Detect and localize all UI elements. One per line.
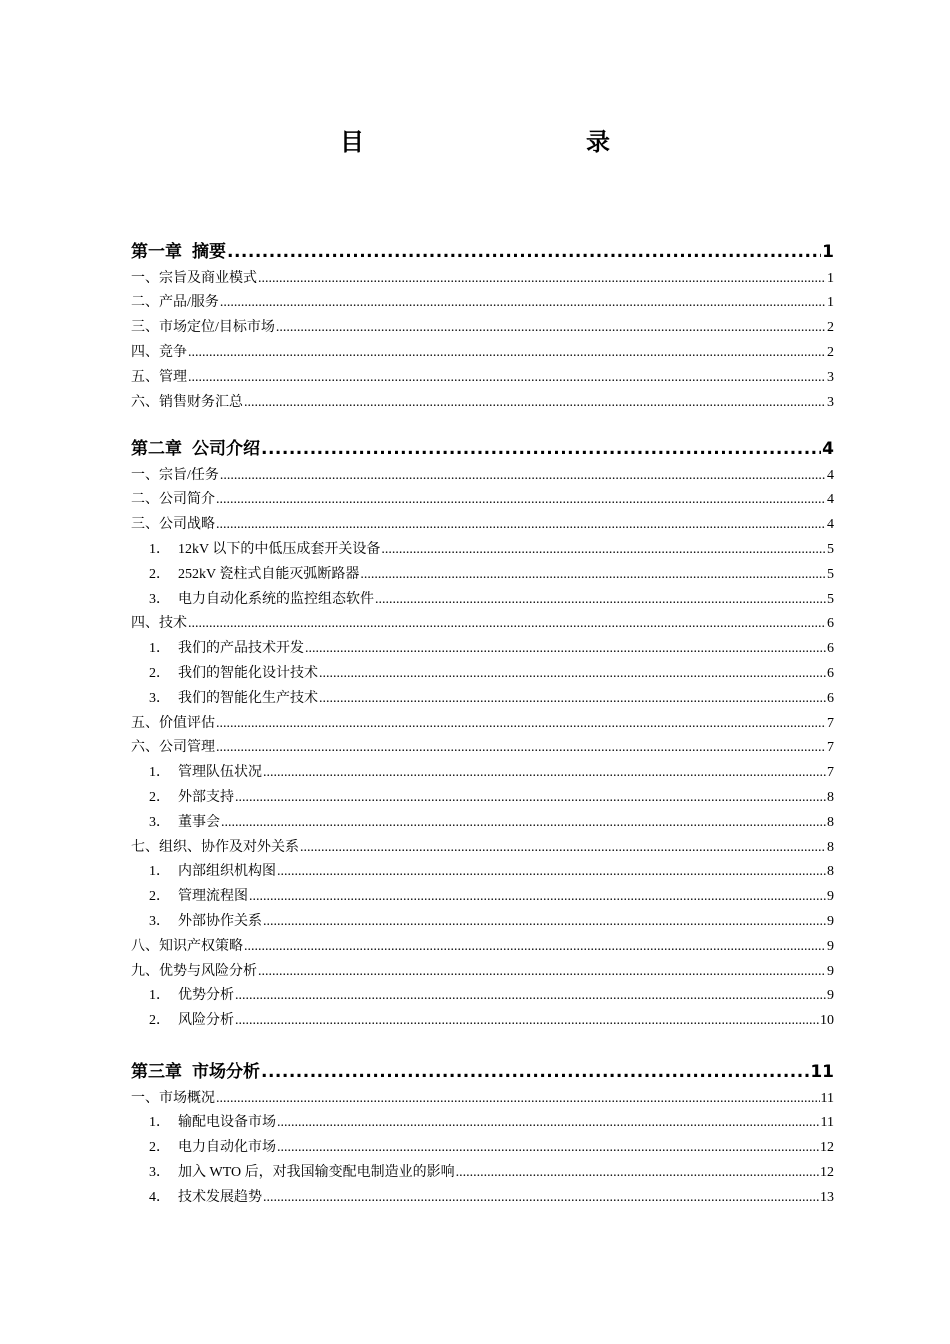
page-number: 13 <box>820 1189 834 1205</box>
dot-leader <box>319 666 826 682</box>
entry-text: 电力自动化市场 <box>178 1140 276 1156</box>
page-number: 8 <box>827 789 834 805</box>
entry-number: 3． <box>149 591 170 607</box>
entry-label <box>149 860 276 880</box>
dot-leader <box>220 295 826 311</box>
toc-section[interactable] <box>131 361 834 386</box>
chapter-number: 第二章 <box>131 438 182 459</box>
dot-leader <box>360 567 826 583</box>
entry-label <box>149 761 262 781</box>
chapter-label <box>131 434 260 459</box>
toc-section[interactable] <box>131 608 834 633</box>
dot-leader <box>235 1013 819 1029</box>
toc-chapter-heading[interactable] <box>131 1057 834 1082</box>
entry-text: 我们的智能化设计技术 <box>178 665 318 681</box>
entry-text: 一、宗旨/任务 <box>131 467 219 483</box>
entry-label <box>149 662 318 682</box>
entry-label <box>131 267 257 287</box>
entry-label <box>131 391 243 411</box>
page-number: 6 <box>827 616 834 632</box>
toc-subsection[interactable] <box>131 980 834 1005</box>
toc-section[interactable] <box>131 287 834 312</box>
toc-subsection[interactable] <box>131 905 834 930</box>
toc-subsection[interactable] <box>131 533 834 558</box>
chapter-number: 第三章 <box>131 1061 182 1082</box>
page-number: 9 <box>827 913 834 929</box>
page-number: 4 <box>827 492 834 508</box>
page-number: 9 <box>827 988 834 1004</box>
page-number: 11 <box>820 1090 834 1106</box>
entry-label <box>149 1161 455 1181</box>
dot-leader <box>300 840 826 856</box>
entry-text: 内部组织机构图 <box>178 864 276 880</box>
page-number: 3 <box>827 369 834 385</box>
entry-text: 加入 WTO 后，对我国输变配电制造业的影响 <box>178 1164 455 1180</box>
entry-number: 1． <box>149 988 170 1004</box>
toc-subsection[interactable] <box>131 1004 834 1029</box>
toc-subsection[interactable] <box>131 1156 834 1181</box>
entry-text: 二、产品/服务 <box>131 295 219 311</box>
dot-leader <box>263 765 826 781</box>
dot-leader <box>188 345 826 361</box>
chapter-label <box>131 1057 260 1082</box>
page-number: 5 <box>827 591 834 607</box>
entry-number: 4． <box>149 1189 170 1205</box>
dot-leader <box>258 271 826 287</box>
toc-subsection[interactable] <box>131 1107 834 1132</box>
entry-label <box>149 1009 234 1029</box>
toc-subsection[interactable] <box>131 558 834 583</box>
entry-text: 四、竞争 <box>131 344 187 360</box>
entry-text: 输配电设备市场 <box>178 1115 276 1131</box>
entry-text: 四、技术 <box>131 616 187 632</box>
page-number: 1 <box>822 241 834 262</box>
entry-label <box>131 366 187 386</box>
entry-label <box>149 885 248 905</box>
toc-subsection[interactable] <box>131 657 834 682</box>
dot-leader <box>249 889 826 905</box>
entry-label <box>149 910 262 930</box>
entry-number: 1． <box>149 1115 170 1131</box>
page-number: 6 <box>827 690 834 706</box>
entry-label <box>131 1087 215 1107</box>
toc-subsection[interactable] <box>131 682 834 707</box>
toc-section[interactable] <box>131 955 834 980</box>
entry-label <box>149 637 304 657</box>
dot-leader <box>216 1091 820 1107</box>
toc-subsection[interactable] <box>131 806 834 831</box>
page-number: 10 <box>820 1013 834 1029</box>
entry-number: 1． <box>149 765 170 781</box>
dot-leader <box>305 641 826 657</box>
page-number: 12 <box>820 1140 834 1156</box>
dot-leader <box>263 914 826 930</box>
entry-text: 管理流程图 <box>178 889 248 905</box>
entry-label <box>149 687 318 707</box>
page-number: 7 <box>827 715 834 731</box>
toc-subsection[interactable] <box>131 756 834 781</box>
dot-leader <box>221 815 826 831</box>
entry-text: 我们的智能化生产技术 <box>178 690 318 706</box>
page-number: 3 <box>827 394 834 410</box>
entry-label <box>149 538 380 558</box>
entry-text: 五、管理 <box>131 369 187 385</box>
entry-number: 3． <box>149 814 170 830</box>
dot-leader <box>258 964 826 980</box>
page-number: 8 <box>827 814 834 830</box>
page-number: 9 <box>827 938 834 954</box>
entry-text: 三、市场定位/目标市场 <box>131 320 275 336</box>
entry-label <box>131 960 257 980</box>
toc-section[interactable] <box>131 732 834 757</box>
entry-label <box>149 1136 276 1156</box>
toc-section[interactable] <box>131 336 834 361</box>
dot-leader <box>235 988 826 1004</box>
toc-subsection[interactable] <box>131 632 834 657</box>
entry-text: 六、销售财务汇总 <box>131 394 243 410</box>
chapter-number: 第一章 <box>131 241 182 262</box>
toc-chapter-heading[interactable] <box>131 237 834 262</box>
entry-text: 九、优势与风险分析 <box>131 963 257 979</box>
entry-label <box>149 786 234 806</box>
toc-subsection[interactable] <box>131 781 834 806</box>
toc-chapter-3 <box>131 1057 834 1206</box>
dot-leader <box>216 740 826 756</box>
page-number: 4 <box>827 517 834 533</box>
dot-leader <box>188 370 826 386</box>
entry-label <box>149 588 374 608</box>
entry-number: 2． <box>149 665 170 681</box>
entry-label <box>131 736 215 756</box>
toc-section[interactable] <box>131 508 834 533</box>
dot-leader <box>216 517 826 533</box>
toc-chapter-1 <box>131 237 834 411</box>
entry-number: 1． <box>149 864 170 880</box>
entry-text: 二、公司简介 <box>131 492 215 508</box>
page-number: 8 <box>827 864 834 880</box>
entry-text: 一、宗旨及商业模式 <box>131 270 257 286</box>
entry-label <box>149 563 359 583</box>
toc-subsection[interactable] <box>131 583 834 608</box>
toc-subsection[interactable] <box>131 856 834 881</box>
entry-number: 2． <box>149 1013 170 1029</box>
dot-leader <box>277 1140 819 1156</box>
page-number: 5 <box>827 541 834 557</box>
entry-label <box>131 712 215 732</box>
toc-subsection[interactable] <box>131 1181 834 1206</box>
page-title: 目 录 <box>340 128 668 156</box>
toc-section[interactable] <box>131 311 834 336</box>
dot-leader <box>220 468 826 484</box>
page-number: 11 <box>810 1061 834 1082</box>
toc-section[interactable] <box>131 1082 834 1107</box>
page-number: 9 <box>827 889 834 905</box>
entry-label <box>131 341 187 361</box>
toc-subsection[interactable] <box>131 880 834 905</box>
dot-leader <box>277 864 826 880</box>
page-number: 7 <box>827 740 834 756</box>
dot-leader <box>244 395 826 411</box>
toc-subsection[interactable] <box>131 1131 834 1156</box>
entry-text: 技术发展趋势 <box>178 1189 262 1205</box>
entry-number: 1． <box>149 641 170 657</box>
dot-leader <box>375 592 826 608</box>
dot-leader <box>216 716 826 732</box>
entry-text: 电力自动化系统的监控组态软件 <box>178 591 374 607</box>
page-number: 8 <box>827 839 834 855</box>
entry-text: 252kV 瓷柱式自能灭弧断路器 <box>178 566 360 582</box>
entry-text: 我们的产品技术开发 <box>178 641 304 657</box>
page-number: 4 <box>827 467 834 483</box>
page-number: 2 <box>827 344 834 360</box>
toc-section[interactable] <box>131 707 834 732</box>
page-number: 6 <box>827 641 834 657</box>
entry-text: 一、市场概况 <box>131 1090 215 1106</box>
entry-text: 风险分析 <box>178 1013 234 1029</box>
chapter-title: 市场分析 <box>192 1061 260 1082</box>
entry-number: 1． <box>149 541 170 557</box>
entry-label <box>131 513 215 533</box>
entry-label <box>149 1111 276 1131</box>
entry-label <box>149 984 234 1004</box>
entry-number: 2． <box>149 566 170 582</box>
toc-section[interactable] <box>131 484 834 509</box>
dot-leader <box>244 939 826 955</box>
entry-number: 3． <box>149 1164 170 1180</box>
entry-text: 五、价值评估 <box>131 715 215 731</box>
entry-number: 3． <box>149 690 170 706</box>
toc-section[interactable] <box>131 930 834 955</box>
entry-number: 2． <box>149 789 170 805</box>
entry-text: 外部协作关系 <box>178 913 262 929</box>
entry-label <box>149 811 220 831</box>
dot-leader <box>235 790 826 806</box>
toc-section[interactable] <box>131 386 834 411</box>
entry-text: 七、组织、协作及对外关系 <box>131 839 299 855</box>
entry-label <box>131 612 187 632</box>
toc-section[interactable] <box>131 262 834 287</box>
entry-text: 三、公司战略 <box>131 517 215 533</box>
chapter-label <box>131 237 226 262</box>
toc-chapter-heading[interactable] <box>131 434 834 459</box>
page-number: 5 <box>827 566 834 582</box>
entry-label <box>131 464 219 484</box>
dot-leader <box>261 1062 809 1082</box>
toc-section[interactable] <box>131 831 834 856</box>
dot-leader <box>277 1115 820 1131</box>
dot-leader <box>319 691 826 707</box>
dot-leader <box>276 320 826 336</box>
entry-number: 3． <box>149 913 170 929</box>
page-number: 1 <box>827 270 834 286</box>
entry-text: 12kV 以下的中低压成套开关设备 <box>178 541 381 557</box>
dot-leader <box>381 542 826 558</box>
dot-leader <box>263 1190 819 1206</box>
entry-text: 外部支持 <box>178 789 234 805</box>
page-number: 4 <box>822 438 834 459</box>
page-number: 2 <box>827 320 834 336</box>
entry-label <box>131 316 275 336</box>
entry-text: 优势分析 <box>178 988 234 1004</box>
dot-leader <box>188 616 826 632</box>
page-number: 7 <box>827 765 834 781</box>
entry-text: 八、知识产权策略 <box>131 938 243 954</box>
page-number: 9 <box>827 963 834 979</box>
toc-section[interactable] <box>131 459 834 484</box>
dot-leader <box>261 439 821 459</box>
chapter-title: 公司介绍 <box>192 438 260 459</box>
entry-label <box>131 488 215 508</box>
entry-label <box>131 836 299 856</box>
page-number: 11 <box>820 1115 834 1131</box>
dot-leader <box>216 492 826 508</box>
dot-leader <box>456 1165 819 1181</box>
entry-text: 六、公司管理 <box>131 740 215 756</box>
page-number: 6 <box>827 665 834 681</box>
entry-text: 董事会 <box>178 814 220 830</box>
page-number: 1 <box>827 295 834 311</box>
dot-leader <box>227 242 821 262</box>
entry-label <box>131 291 219 311</box>
entry-label <box>131 935 243 955</box>
toc-chapter-2 <box>131 434 834 1029</box>
entry-text: 管理队伍状况 <box>178 765 262 781</box>
page-number: 12 <box>820 1164 834 1180</box>
entry-number: 2． <box>149 889 170 905</box>
entry-number: 2． <box>149 1140 170 1156</box>
chapter-title: 摘要 <box>192 241 226 262</box>
entry-label <box>149 1186 262 1206</box>
